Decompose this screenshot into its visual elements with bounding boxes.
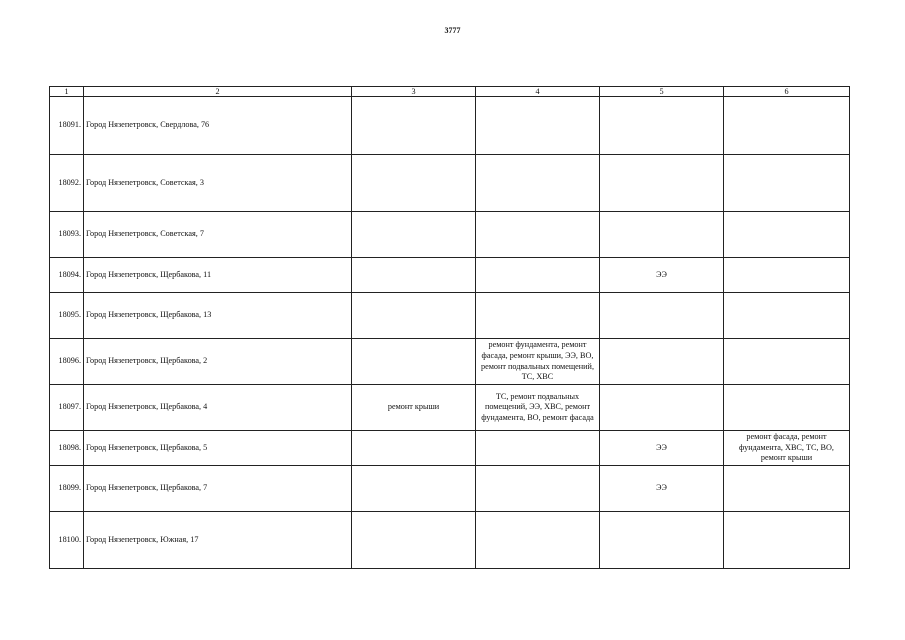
column-header-3: 3 [352, 87, 476, 97]
row-number: 18096. [50, 339, 84, 385]
cell-col5 [600, 212, 724, 258]
cell-col6: ремонт фасада, ремонт фундамента, ХВС, ТС, ВО, ремонт крыши [724, 431, 850, 466]
row-number: 18098. [50, 431, 84, 466]
row-number: 18099. [50, 466, 84, 512]
address-cell: Город Нязепетровск, Щербакова, 13 [84, 293, 352, 339]
cell-col5: ЭЭ [600, 466, 724, 512]
row-number: 18100. [50, 512, 84, 569]
cell-col6 [724, 212, 850, 258]
cell-col5 [600, 385, 724, 431]
cell-col4 [476, 155, 600, 212]
cell-col4 [476, 466, 600, 512]
cell-col5 [600, 293, 724, 339]
address-cell: Город Нязепетровск, Щербакова, 4 [84, 385, 352, 431]
cell-col4: ремонт фундамента, ремонт фасада, ремонт крыши, ЭЭ, ВО, ремонт подвальных помещений, ТС, ХВС [476, 339, 600, 385]
address-cell: Город Нязепетровск, Советская, 7 [84, 212, 352, 258]
row-number: 18095. [50, 293, 84, 339]
cell-col4 [476, 97, 600, 155]
cell-col6 [724, 293, 850, 339]
address-cell: Город Нязепетровск, Свердлова, 76 [84, 97, 352, 155]
cell-col6 [724, 339, 850, 385]
column-header-5: 5 [600, 87, 724, 97]
cell-col4 [476, 212, 600, 258]
column-header-2: 2 [84, 87, 352, 97]
table-row [50, 339, 850, 385]
table-row [50, 431, 850, 466]
cell-col5 [600, 339, 724, 385]
cell-col3 [352, 339, 476, 385]
table-row [50, 97, 850, 155]
row-number: 18094. [50, 258, 84, 293]
cell-col6 [724, 97, 850, 155]
cell-col3 [352, 466, 476, 512]
cell-col3 [352, 155, 476, 212]
cell-col3 [352, 512, 476, 569]
header-row [50, 87, 850, 97]
address-cell: Город Нязепетровск, Щербакова, 11 [84, 258, 352, 293]
table-row [50, 512, 850, 569]
cell-col6 [724, 466, 850, 512]
cell-col6 [724, 155, 850, 212]
cell-col4 [476, 258, 600, 293]
page-number: 3777 [444, 26, 461, 35]
address-cell: Город Нязепетровск, Щербакова, 5 [84, 431, 352, 466]
cell-col5: ЭЭ [600, 431, 724, 466]
cell-col4 [476, 293, 600, 339]
cell-col3 [352, 293, 476, 339]
table-row [50, 155, 850, 212]
row-number: 18091. [50, 97, 84, 155]
cell-col3 [352, 212, 476, 258]
column-header-6: 6 [724, 87, 850, 97]
address-cell: Город Нязепетровск, Щербакова, 2 [84, 339, 352, 385]
cell-col6 [724, 512, 850, 569]
cell-col5 [600, 512, 724, 569]
table-row [50, 258, 850, 293]
address-cell: Город Нязепетровск, Щербакова, 7 [84, 466, 352, 512]
cell-col4 [476, 512, 600, 569]
registry-table [49, 86, 850, 569]
cell-col5 [600, 97, 724, 155]
column-header-1: 1 [50, 87, 84, 97]
address-cell: Город Нязепетровск, Советская, 3 [84, 155, 352, 212]
cell-col3 [352, 258, 476, 293]
table-row [50, 212, 850, 258]
row-number: 18092. [50, 155, 84, 212]
cell-col5: ЭЭ [600, 258, 724, 293]
table-row [50, 385, 850, 431]
row-number: 18097. [50, 385, 84, 431]
table-row [50, 466, 850, 512]
cell-col6 [724, 385, 850, 431]
address-cell: Город Нязепетровск, Южная, 17 [84, 512, 352, 569]
cell-col3: ремонт крыши [352, 385, 476, 431]
cell-col4: ТС, ремонт подвальных помещений, ЭЭ, ХВС, ремонт фундамента, ВО, ремонт фасада [476, 385, 600, 431]
cell-col3 [352, 431, 476, 466]
table-row [50, 293, 850, 339]
row-number: 18093. [50, 212, 84, 258]
cell-col4 [476, 431, 600, 466]
cell-col3 [352, 97, 476, 155]
cell-col6 [724, 258, 850, 293]
column-header-4: 4 [476, 87, 600, 97]
cell-col5 [600, 155, 724, 212]
